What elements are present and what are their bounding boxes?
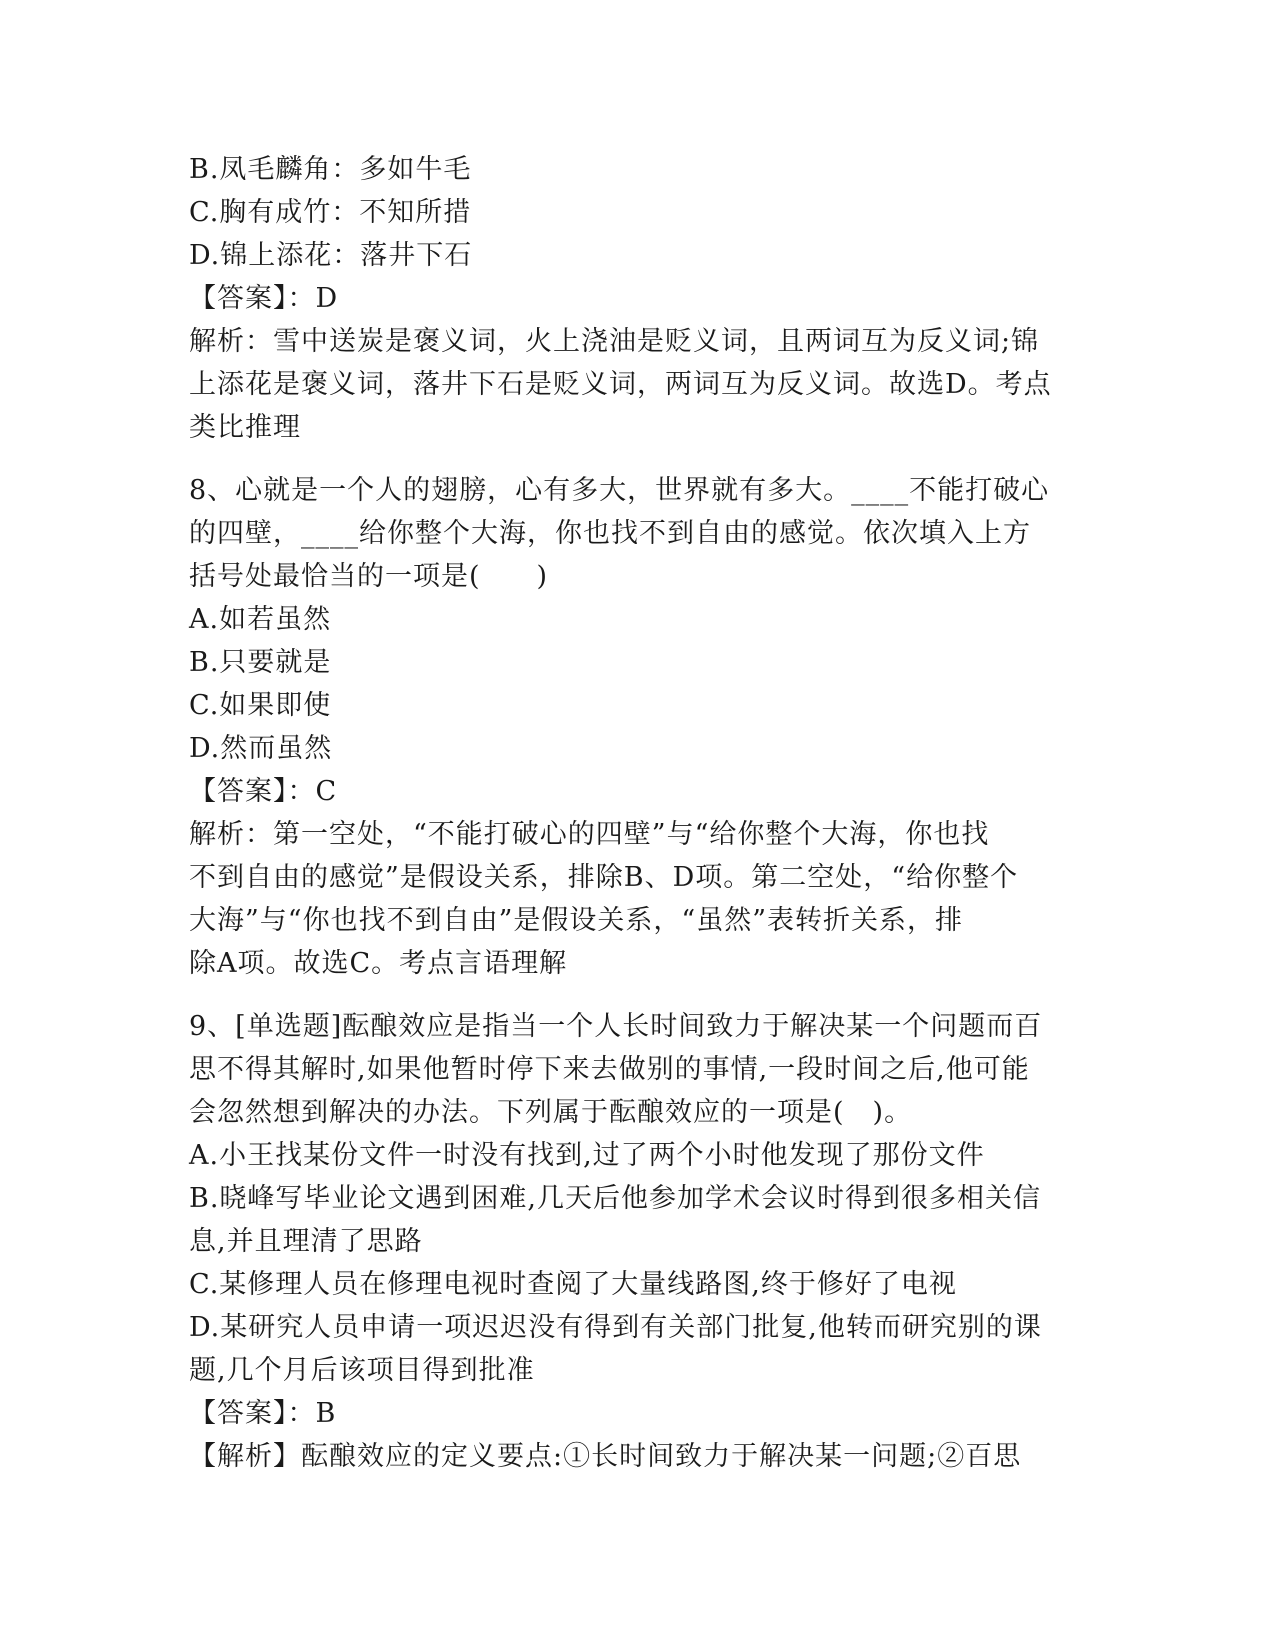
answer: 【答案】：C — [189, 776, 338, 807]
explanation-line: 不到自由的感觉”是假设关系，排除B、D项。第二空处，“给你整个 — [189, 862, 1019, 893]
question-stem-line: 8、心就是一个人的翅膀，心有多大，世界就有多大。____不能打破心 — [189, 475, 1050, 506]
explanation-line: 解析：第一空处，“不能打破心的四壁”与“给你整个大海，你也找 — [189, 819, 990, 850]
option-d-continued: 题,几个月后该项目得到批准 — [189, 1355, 535, 1386]
explanation-line: 解析：雪中送炭是褒义词，火上浇油是贬义词，且两词互为反义词;锦 — [189, 326, 1040, 357]
explanation-line: 上添花是褒义词，落井下石是贬义词，两词互为反义词。故选D。考点 — [189, 369, 1052, 400]
question-stem-line: 思不得其解时,如果他暂时停下来去做别的事情,一段时间之后,他可能 — [189, 1054, 1030, 1085]
document-page — [189, 148, 1089, 1478]
option-b: B.凤毛麟角：多如牛毛 — [189, 154, 472, 185]
option-a: A.如若虽然 — [189, 604, 332, 635]
section-gap — [189, 449, 1089, 469]
option-a: A.小王找某份文件一时没有找到,过了两个小时他发现了那份文件 — [189, 1140, 985, 1171]
question-stem-line: 会忽然想到解决的办法。下列属于酝酿效应的一项是( )。 — [189, 1097, 913, 1128]
question-9 — [189, 1005, 1089, 1478]
question-8 — [189, 469, 1089, 985]
option-b-continued: 息,并且理清了思路 — [189, 1226, 423, 1257]
question-7-tail — [189, 148, 1089, 449]
explanation-line: 除A项。故选C。考点言语理解 — [189, 948, 568, 979]
question-stem-line: 9、[单选题]酝酿效应是指当一个人长时间致力于解决某一个问题而百 — [189, 1011, 1043, 1042]
explanation-line: 类比推理 — [189, 412, 301, 443]
option-c: C.如果即使 — [189, 690, 332, 721]
option-d: D.某研究人员申请一项迟迟没有得到有关部门批复,他转而研究别的课 — [189, 1312, 1042, 1343]
option-b: B.晓峰写毕业论文遇到困难,几天后他参加学术会议时得到很多相关信 — [189, 1183, 1042, 1214]
question-stem-line: 的四壁，____给你整个大海，你也找不到自由的感觉。依次填入上方 — [189, 518, 1031, 549]
option-d: D.锦上添花：落井下石 — [189, 240, 473, 271]
explanation-line: 【解析】酝酿效应的定义要点:①长时间致力于解决某一问题;②百思 — [189, 1441, 1022, 1472]
section-gap — [189, 985, 1089, 1005]
explanation-line: 大海”与“你也找不到自由”是假设关系，“虽然”表转折关系，排 — [189, 905, 964, 936]
option-b: B.只要就是 — [189, 647, 332, 678]
option-c: C.某修理人员在修理电视时查阅了大量线路图,终于修好了电视 — [189, 1269, 957, 1300]
question-stem-line: 括号处最恰当的一项是( ) — [189, 561, 549, 592]
option-c: C.胸有成竹：不知所措 — [189, 197, 472, 228]
answer: 【答案】：B — [189, 1398, 337, 1429]
option-d: D.然而虽然 — [189, 733, 333, 764]
answer: 【答案】：D — [189, 283, 339, 314]
